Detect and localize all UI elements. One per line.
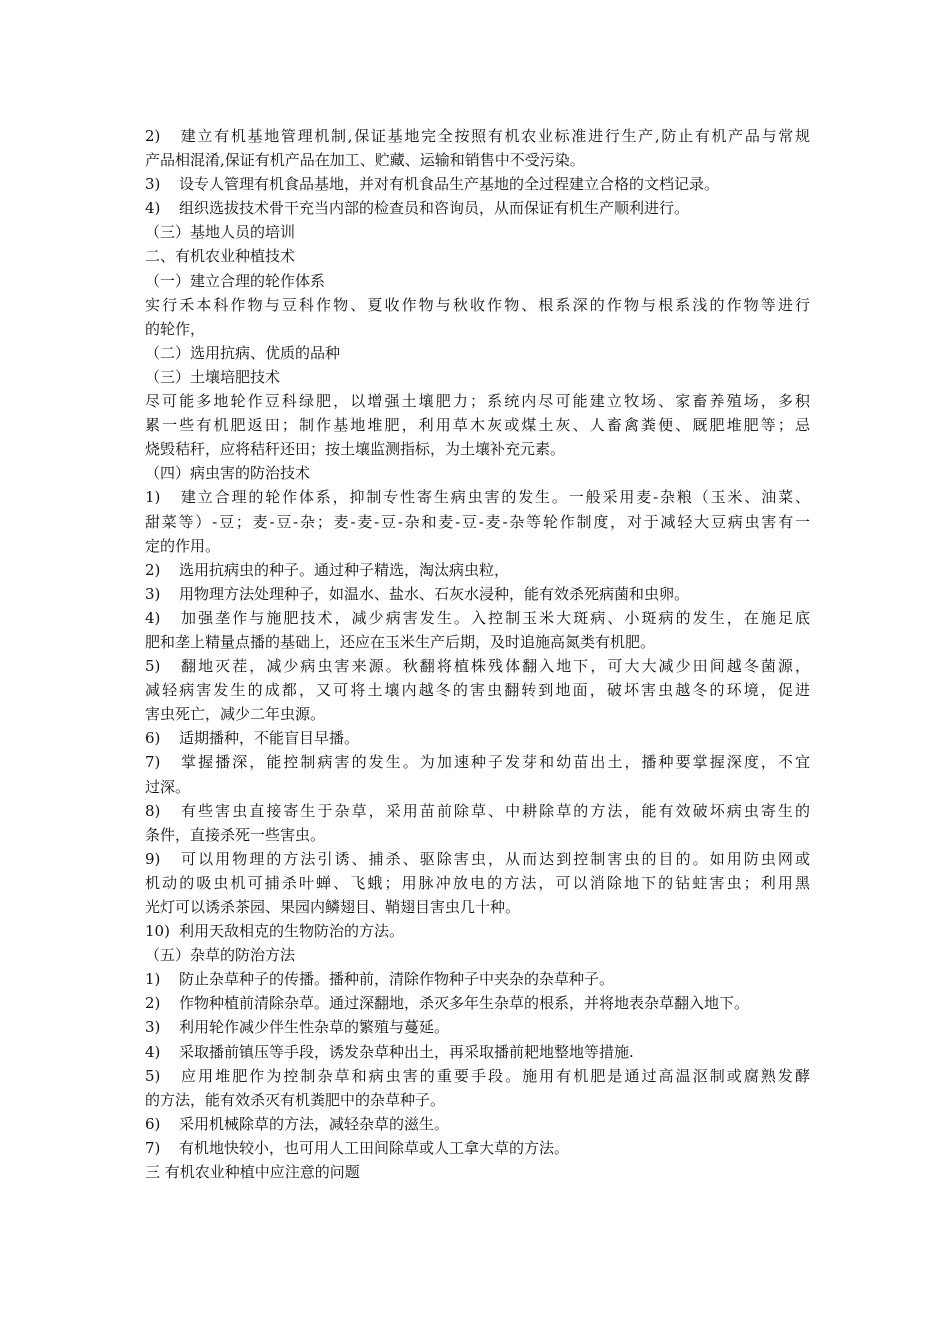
line-text: （一）建立合理的轮作体系 bbox=[145, 271, 326, 290]
list-number: 2) bbox=[145, 994, 161, 1013]
line-text: 减轻病害发生的成都，又可将土壤内越冬的害虫翻转到地面，破坏害虫越冬的环境，促进 bbox=[145, 681, 810, 700]
line-text: 利用天敌相克的生物防治的方法。 bbox=[179, 922, 405, 941]
numbered-list-line bbox=[145, 1040, 810, 1064]
numbered-list-line bbox=[145, 1015, 810, 1039]
text-line bbox=[145, 678, 810, 702]
line-text: 利用轮作减少伴生性杂草的繁殖与蔓延。 bbox=[179, 1018, 450, 1037]
text-line bbox=[145, 823, 810, 847]
line-text: 肥和垄上精量点播的基础上，还应在玉米生产后期，及时追施高氮类有机肥。 bbox=[145, 632, 656, 651]
line-text: （三）基地人员的培训 bbox=[145, 223, 296, 242]
text-line bbox=[145, 1088, 810, 1112]
line-text: 过深。 bbox=[145, 777, 191, 796]
list-number: 1) bbox=[145, 970, 161, 989]
numbered-list-line bbox=[145, 847, 810, 871]
text-line bbox=[145, 1160, 810, 1184]
numbered-list-line bbox=[145, 124, 810, 148]
line-text: 的轮作， bbox=[145, 319, 206, 338]
line-text: 烧毁秸秆，应将秸秆还田；按土壤监测指标，为土壤补充元素。 bbox=[145, 440, 566, 459]
line-text: 尽可能多地轮作豆科绿肥，以增强土壤肥力；系统内尽可能建立牧场、家畜养殖场，多积 bbox=[145, 392, 810, 411]
numbered-list-line bbox=[145, 654, 810, 678]
line-text: 应用堆肥作为控制杂草和病虫害的重要手段。施用有机肥是通过高温沤制或腐熟发酵 bbox=[179, 1066, 810, 1085]
text-line bbox=[145, 293, 810, 317]
line-text: 选用抗病虫的种子。通过种子精选，淘汰病虫粒， bbox=[179, 560, 510, 579]
numbered-list-line bbox=[145, 606, 810, 630]
list-number: 10) bbox=[145, 922, 170, 941]
numbered-list-line bbox=[145, 799, 810, 823]
text-line bbox=[145, 895, 810, 919]
list-number: 5) bbox=[145, 1066, 161, 1085]
text-line bbox=[145, 702, 810, 726]
line-text: 掌握播深，能控制病害的发生。为加速种子发芽和幼苗出土，播种要掌握深度，不宜 bbox=[179, 753, 810, 772]
line-text: 建立有机基地管理机制,保证基地完全按照有机农业标准进行生产,防止有机产品与常规 bbox=[179, 127, 810, 145]
line-text: （四）病虫害的防治技术 bbox=[145, 464, 311, 483]
list-number: 3) bbox=[145, 1018, 161, 1037]
numbered-list-line bbox=[145, 1112, 810, 1136]
line-text: 组织选拔技术骨干充当内部的检查员和咨询员，从而保证有机生产顺利进行。 bbox=[179, 199, 690, 218]
line-text: 加强垄作与施肥技术，减少病害发生。入控制玉米大斑病、小斑病的发生，在施足底 bbox=[179, 608, 810, 627]
line-text: （三）土壤培肥技术 bbox=[145, 367, 281, 386]
numbered-list-line bbox=[145, 1064, 810, 1088]
numbered-list-line bbox=[145, 919, 810, 943]
numbered-list-line bbox=[145, 750, 810, 774]
text-line bbox=[145, 871, 810, 895]
line-text: 采取播前镇压等手段，诱发杂草种出土，再采取播前耙地整地等措施. bbox=[179, 1042, 634, 1061]
line-text: 作物种植前清除杂草。通过深翻地，杀灭多年生杂草的根系，并将地表杂草翻入地下。 bbox=[179, 994, 750, 1013]
list-number: 7) bbox=[145, 753, 161, 772]
line-text: 有些害虫直接寄生于杂草，采用苗前除草、中耕除草的方法，能有效破坏病虫寄生的 bbox=[179, 801, 810, 820]
line-text: 条件，直接杀死一些害虫。 bbox=[145, 825, 326, 844]
numbered-list-line bbox=[145, 582, 810, 606]
list-number: 2) bbox=[145, 127, 161, 145]
text-line bbox=[145, 630, 810, 654]
list-number: 5) bbox=[145, 657, 161, 676]
numbered-list-line bbox=[145, 967, 810, 991]
numbered-list-line bbox=[145, 726, 810, 750]
line-text: 翻地灭茬，减少病虫害来源。秋翻将植株残体翻入地下，可大大减少田间越冬菌源， bbox=[179, 657, 810, 676]
line-text: 用物理方法处理种子，如温水、盐水、石灰水浸种，能有效杀死病菌和虫卵。 bbox=[179, 584, 690, 603]
line-text: 累一些有机肥返田；制作基地堆肥，利用草木灰或煤土灰、人畜禽粪便、厩肥堆肥等；忌 bbox=[145, 416, 810, 435]
line-text: 的方法，能有效杀灭有机粪肥中的杂草种子。 bbox=[145, 1090, 446, 1109]
document-page bbox=[145, 124, 810, 1184]
line-text: 实行禾本科作物与豆科作物、夏收作物与秋收作物、根系深的作物与根系浅的作物等进行 bbox=[145, 295, 810, 314]
text-line bbox=[145, 244, 810, 268]
numbered-list-line bbox=[145, 196, 810, 220]
line-text: （五）杂草的防治方法 bbox=[145, 946, 296, 965]
text-line bbox=[145, 148, 810, 172]
text-line bbox=[145, 437, 810, 461]
list-number: 6) bbox=[145, 729, 161, 748]
text-line bbox=[145, 510, 810, 534]
line-text: 产品相混淆,保证有机产品在加工、贮藏、运输和销售中不受污染。 bbox=[145, 151, 585, 170]
text-line bbox=[145, 365, 810, 389]
line-text: （二）选用抗病、优质的品种 bbox=[145, 343, 341, 362]
numbered-list-line bbox=[145, 1136, 810, 1160]
text-line bbox=[145, 341, 810, 365]
list-number: 7) bbox=[145, 1138, 161, 1157]
line-text: 光灯可以诱杀茶园、果园内鳞翅目、鞘翅目害虫几十种。 bbox=[145, 898, 521, 916]
line-text: 机动的吸虫机可捕杀叶蝉、飞蛾；用脉冲放电的方法，可以消除地下的钻蛀害虫；利用黑 bbox=[145, 873, 810, 892]
list-number: 2) bbox=[145, 560, 161, 579]
list-number: 3) bbox=[145, 584, 161, 603]
line-text: 甜菜等）-豆；麦-豆-杂；麦-麦-豆-杂和麦-豆-麦-杂等轮作制度，对于减轻大豆病虫害有一 bbox=[145, 512, 810, 531]
list-number: 3) bbox=[145, 175, 161, 194]
list-number: 4) bbox=[145, 1042, 161, 1061]
line-text: 可以用物理的方法引诱、捕杀、驱除害虫，从而达到控制害虫的目的。如用防虫网或 bbox=[179, 849, 810, 868]
text-line bbox=[145, 269, 810, 293]
line-text: 三 有机农业种植中应注意的问题 bbox=[145, 1163, 360, 1182]
list-number: 6) bbox=[145, 1114, 161, 1133]
line-text: 二、有机农业种植技术 bbox=[145, 247, 296, 266]
text-line bbox=[145, 413, 810, 437]
text-line bbox=[145, 534, 810, 558]
line-text: 定的作用。 bbox=[145, 536, 221, 555]
list-number: 4) bbox=[145, 608, 161, 627]
text-line bbox=[145, 389, 810, 413]
text-line bbox=[145, 317, 810, 341]
line-text: 建立合理的轮作体系，抑制专性寄生病虫害的发生。一般采用麦-杂粮（玉米、油菜、 bbox=[179, 488, 810, 507]
text-line bbox=[145, 943, 810, 967]
text-line bbox=[145, 775, 810, 799]
list-number: 4) bbox=[145, 199, 161, 218]
line-text: 采用机械除草的方法，减轻杂草的滋生。 bbox=[179, 1114, 450, 1133]
text-line bbox=[145, 461, 810, 485]
numbered-list-line bbox=[145, 172, 810, 196]
numbered-list-line bbox=[145, 991, 810, 1015]
line-text: 有机地快较小，也可用人工田间除草或人工拿大草的方法。 bbox=[179, 1138, 570, 1157]
line-text: 适期播种，不能盲目早播。 bbox=[179, 729, 360, 748]
text-line bbox=[145, 220, 810, 244]
list-number: 8) bbox=[145, 801, 161, 820]
numbered-list-line bbox=[145, 558, 810, 582]
line-text: 防止杂草种子的传播。播种前，清除作物种子中夹杂的杂草种子。 bbox=[179, 970, 615, 989]
numbered-list-line bbox=[145, 485, 810, 509]
line-text: 害虫死亡，减少二年虫源。 bbox=[145, 705, 326, 724]
list-number: 1) bbox=[145, 488, 161, 507]
list-number: 9) bbox=[145, 849, 161, 868]
line-text: 设专人管理有机食品基地，并对有机食品生产基地的全过程建立合格的文档记录。 bbox=[179, 175, 720, 194]
